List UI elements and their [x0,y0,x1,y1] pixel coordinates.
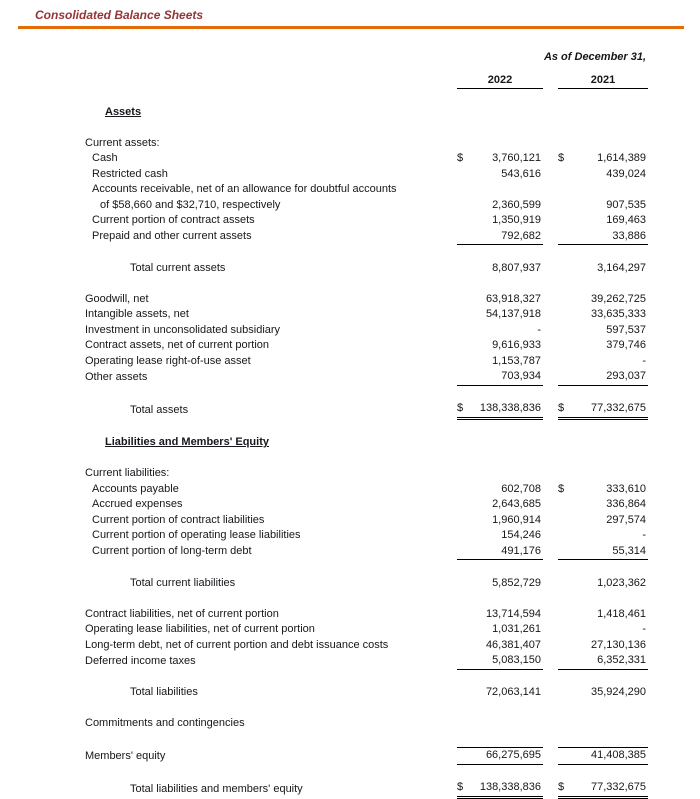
currency-symbol-2021 [558,513,574,529]
column-gap [543,576,558,592]
spacer-row [85,560,648,576]
date-header-row [85,49,648,65]
table-row [85,607,648,623]
table-row [85,198,648,214]
amount-2021: 169,463 [606,214,647,226]
spacer-row [85,591,648,607]
table-row [85,528,648,544]
amount-2021: 333,610 [606,482,647,495]
row-label: Other assets [85,370,148,383]
amount-2021: 379,746 [606,339,647,351]
row-label: of $58,660 and $32,710, respectively [100,198,281,211]
amount-2022: 72,063,141 [485,686,541,698]
currency-symbol-2022: $ [457,780,473,797]
table-row [85,748,648,765]
currency-symbol-2021 [558,136,574,152]
header-rule [18,26,684,29]
amount-2022: 2,360,599 [492,198,541,211]
column-gap [543,401,558,418]
table-row [85,369,648,385]
spacer-cell [85,669,648,685]
currency-symbol-2021 [558,685,574,701]
row-label: Accounts payable [92,482,179,495]
column-gap [543,685,558,701]
currency-symbol-2022 [457,307,473,323]
amount-2021 [574,466,648,482]
column-gap [543,261,558,277]
currency-symbol-2021 [558,622,574,638]
currency-symbol-2021 [558,338,574,354]
spacer-row [85,701,648,717]
column-gap [543,182,558,198]
amount-2022 [473,105,543,121]
currency-symbol-2022 [457,685,473,701]
currency-symbol-2021 [558,576,574,592]
amount-2021 [574,716,648,732]
spacer-row [85,451,648,467]
spacer-cell [85,418,648,435]
column-gap [543,466,558,482]
spacer-cell [85,245,648,261]
spacer-row [85,65,648,72]
spacer-row [85,732,648,748]
amount-2022: 491,176 [473,544,543,560]
row-label: Goodwill, net [85,292,149,305]
table-row [85,323,648,339]
row-label: Accrued expenses [92,498,183,510]
currency-symbol-2022 [457,136,473,152]
currency-symbol-2022 [457,544,473,560]
table-row [85,482,648,498]
column-gap [543,338,558,354]
empty-cell [85,72,457,89]
amount-2022: 792,682 [473,229,543,245]
column-gap [543,622,558,638]
spacer-row [85,418,648,435]
amount-2021: 27,130,136 [590,638,647,651]
currency-symbol-2021: $ [558,401,574,418]
amount-2022 [473,182,543,198]
row-label: Operating lease liabilities, net of current portion [85,623,315,635]
amount-2021: 336,864 [606,498,647,510]
currency-symbol-2022 [457,607,473,623]
table-row [85,307,648,323]
amount-2022: 63,918,327 [485,292,541,305]
amount-2021: 1,614,389 [597,152,647,164]
document-header [0,0,700,29]
spacer-cell [85,65,648,72]
currency-symbol-2021 [558,167,574,183]
amount-2022: 1,153,787 [492,354,541,367]
amount-2021: - [642,529,647,541]
column-header-2022: 2022 [457,72,543,89]
column-gap [543,105,558,121]
amount-2021: 77,332,675 [574,780,648,797]
row-label: Contract assets, net of current portion [85,339,270,351]
column-header-2021: 2021 [558,72,648,89]
column-gap [543,229,558,245]
column-gap [543,748,558,765]
amount-2022 [473,435,543,451]
table-row [85,182,648,198]
column-gap [543,653,558,669]
table-row [85,151,648,167]
currency-symbol-2021 [558,716,574,732]
currency-symbol-2022 [457,513,473,529]
amount-2022 [473,466,543,482]
amount-2021: - [642,354,647,367]
currency-symbol-2021: $ [558,152,565,164]
amount-2021: 77,332,675 [574,401,648,418]
currency-symbol-2022 [457,638,473,654]
amount-2021 [574,105,648,121]
amount-2021: 293,037 [574,369,648,385]
amount-2021: - [642,623,647,635]
currency-symbol-2021 [558,435,574,451]
row-label: Commitments and contingencies [85,717,245,729]
row-label: Total liabilities [130,686,198,698]
table-row [85,105,648,121]
spacer-cell [85,560,648,576]
currency-symbol-2022: $ [457,152,464,164]
amount-2022: 54,137,918 [485,308,541,320]
table-row [85,261,648,277]
row-label: Current portion of long-term debt [92,545,252,557]
table-row [85,401,648,418]
amount-2022: 5,083,150 [473,653,543,669]
currency-symbol-2021 [558,369,574,385]
amount-2021: 39,262,725 [590,292,647,305]
amount-2022: 2,643,685 [492,498,541,510]
amount-2021 [574,182,648,198]
column-gap [543,528,558,544]
amount-2022: 138,338,836 [473,401,543,418]
row-label: Assets [105,105,142,118]
row-label: Current portion of contract assets [92,214,255,226]
currency-symbol-2021 [558,528,574,544]
row-label: Deferred income taxes [85,654,196,667]
as-of-date-label: As of December 31, [543,50,647,63]
amount-2022: 1,031,261 [492,623,541,635]
amount-2022: 154,246 [501,529,541,541]
currency-symbol-2021 [558,638,574,654]
row-label: Current liabilities: [85,467,170,479]
table-row [85,466,648,482]
row-label: Investment in unconsolidated subsidiary [85,323,281,336]
column-gap [543,136,558,152]
amount-2021: 33,635,333 [590,308,647,320]
page-title: Consolidated Balance Sheets [35,8,204,22]
column-gap [543,213,558,229]
amount-2021: 1,023,362 [597,576,647,589]
row-label: Total current liabilities [130,576,236,589]
currency-symbol-2022 [457,748,473,765]
amount-2022: 1,350,919 [492,214,541,226]
currency-symbol-2022 [457,338,473,354]
spacer-cell [85,89,648,105]
currency-symbol-2022 [457,435,473,451]
currency-symbol-2021 [558,261,574,277]
column-gap [543,323,558,339]
table-row [85,622,648,638]
spacer-cell [85,385,648,401]
row-label: Total current assets [130,261,226,274]
currency-symbol-2022 [457,576,473,592]
column-gap [543,151,558,167]
table-row [85,513,648,529]
row-label: Intangible assets, net [85,308,189,320]
currency-symbol-2021 [558,307,574,323]
spacer-cell [85,764,648,780]
spacer-cell [85,591,648,607]
row-label: Operating lease right-of-use asset [85,354,251,367]
currency-symbol-2022 [457,323,473,339]
table-row [85,576,648,592]
balance-sheet-table [85,49,648,799]
row-label: Liabilities and Members' Equity [105,436,269,448]
currency-symbol-2021 [558,466,574,482]
column-gap [543,716,558,732]
currency-symbol-2022 [457,229,473,245]
spacer-row [85,245,648,261]
row-label: Members' equity [85,749,166,762]
table-row [85,544,648,560]
table-row [85,354,648,370]
currency-symbol-2022 [457,528,473,544]
table-row [85,716,648,732]
currency-symbol-2021 [558,354,574,370]
currency-symbol-2022 [457,213,473,229]
table-row [85,167,648,183]
currency-symbol-2021: $ [558,482,565,495]
currency-symbol-2021 [558,323,574,339]
row-label: Current portion of contract liabilities [92,513,265,526]
column-gap [543,307,558,323]
currency-symbol-2021 [558,653,574,669]
spacer-row [85,385,648,401]
column-gap [543,513,558,529]
table-row [85,497,648,513]
currency-symbol-2021: $ [558,780,574,797]
column-gap [543,780,558,797]
amount-2021 [574,136,648,152]
currency-symbol-2021 [558,182,574,198]
spacer-cell [85,701,648,717]
currency-symbol-2022 [457,105,473,121]
amount-2021: 1,418,461 [597,607,647,620]
column-gap [543,198,558,214]
spacer-row [85,89,648,105]
amount-2022: 602,708 [501,482,541,495]
amount-2022: 46,381,407 [485,638,541,651]
currency-symbol-2022 [457,622,473,638]
amount-2021: 907,535 [606,198,647,211]
amount-2022: 9,616,933 [492,339,541,351]
column-gap [543,544,558,560]
currency-symbol-2022 [457,482,473,498]
currency-symbol-2021 [558,105,574,121]
column-gap [543,292,558,308]
amount-2021: 6,352,331 [574,653,648,669]
spacer-cell [85,120,648,136]
spacer-cell [85,276,648,292]
row-label: Restricted cash [92,167,168,180]
empty-cell [85,49,457,65]
currency-symbol-2021 [558,607,574,623]
column-gap [543,435,558,451]
amount-2022 [473,716,543,732]
column-gap [543,369,558,385]
amount-2022: 66,275,695 [473,748,543,765]
currency-symbol-2022 [457,354,473,370]
currency-symbol-2022 [457,497,473,513]
row-label: Total liabilities and members' equity [130,782,303,795]
spacer-row [85,764,648,780]
table-row [85,338,648,354]
column-gap [543,638,558,654]
currency-symbol-2021 [558,292,574,308]
row-label: Accounts receivable, net of an allowance for doubtful accounts [92,183,397,195]
column-gap [543,72,558,89]
column-gap [543,607,558,623]
table-row [85,435,648,451]
currency-symbol-2021 [558,497,574,513]
amount-2022: 138,338,836 [473,780,543,797]
row-label: Contract liabilities, net of current portion [85,607,279,620]
spacer-row [85,120,648,136]
spacer-row [85,669,648,685]
amount-2021 [574,435,648,451]
currency-symbol-2021 [558,748,574,765]
amount-2021: 41,408,385 [574,748,648,765]
table-row [85,229,648,245]
amount-2022: 8,807,937 [492,261,541,274]
currency-symbol-2022 [457,369,473,385]
table-body [85,105,648,798]
table-row [85,685,648,701]
amount-2021: 55,314 [574,544,648,560]
amount-2022: 1,960,914 [492,513,541,526]
table-row [85,292,648,308]
currency-symbol-2021 [558,198,574,214]
column-gap [543,167,558,183]
row-label: Current portion of operating lease liabilities [92,529,301,541]
currency-symbol-2022 [457,198,473,214]
amount-2022 [473,136,543,152]
currency-symbol-2022 [457,292,473,308]
amount-2021: 3,164,297 [597,261,647,274]
row-label: Cash [92,152,118,164]
currency-symbol-2022 [457,653,473,669]
amount-2022: 5,852,729 [492,576,541,589]
currency-symbol-2022 [457,466,473,482]
column-gap [543,354,558,370]
spacer-cell [85,732,648,748]
amount-2022: 703,934 [473,369,543,385]
amount-2021: 33,886 [574,229,648,245]
amount-2021: 35,924,290 [590,686,647,698]
table-row [85,780,648,797]
amount-2021: 439,024 [606,167,647,180]
currency-symbol-2021 [558,544,574,560]
amount-2022: 13,714,594 [485,607,541,620]
amount-2022: - [537,323,541,336]
currency-symbol-2021 [558,213,574,229]
currency-symbol-2022: $ [457,401,473,418]
row-label: Current assets: [85,136,160,149]
amount-2022: 3,760,121 [492,152,541,164]
table-row [85,136,648,152]
currency-symbol-2022 [457,182,473,198]
currency-symbol-2022 [457,261,473,277]
currency-symbol-2022 [457,716,473,732]
table-row [85,213,648,229]
column-gap [543,497,558,513]
table-row [85,638,648,654]
amount-2022: 543,616 [501,167,541,180]
column-gap [543,482,558,498]
currency-symbol-2021 [558,229,574,245]
row-label: Prepaid and other current assets [92,230,252,242]
row-label: Long-term debt, net of current portion and debt issuance costs [85,638,389,651]
amount-2021: 597,537 [606,323,647,336]
amount-2021: 297,574 [606,513,647,526]
currency-symbol-2022 [457,167,473,183]
row-label: Total assets [130,403,189,416]
year-header-row [85,72,648,89]
table-row [85,653,648,669]
spacer-row [85,276,648,292]
spacer-cell [85,451,648,467]
